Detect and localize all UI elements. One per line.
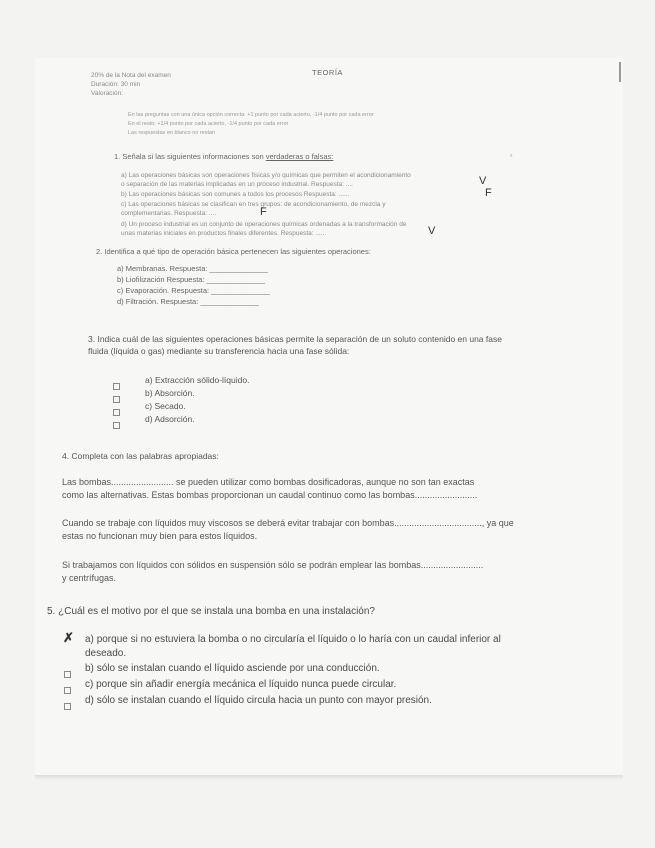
exam-duration: Duración: 30 min bbox=[91, 81, 141, 88]
stray-mark: x bbox=[510, 153, 513, 159]
q3-option: c) Secado. bbox=[145, 401, 186, 411]
answer-mark: F bbox=[485, 187, 492, 199]
q4-paragraph-2-cont: estas no funcionan muy bien para estos líquidos. bbox=[62, 531, 258, 541]
grading-rule: En las preguntas con una única opción correcta: +1 punto por cada acierto, -1/4 punto por cada error bbox=[128, 112, 374, 118]
answer-cross-mark: ✗ bbox=[63, 630, 74, 645]
q1-item-d: d) Un proceso industrial es un conjunto de operaciones químicas ordenadas a la transformación de bbox=[121, 221, 407, 228]
grading-rule: En el resto: +1/4 punto por cada acierto, -1/4 punto por cada error bbox=[128, 121, 289, 127]
q1-item-a-cont: o separación de las materias implicadas en un proceso industrial. Respuesta: .... bbox=[121, 181, 353, 188]
q2-item: b) Liofilización Respuesta: ______________ bbox=[117, 275, 266, 284]
q5-option-a-cont: deseado. bbox=[85, 648, 127, 659]
q1-item-c-cont: complementarias. Respuesta: .... bbox=[121, 210, 217, 217]
question-3-title-cont: fluida (líquida o gas) mediante su transferencia hacia una fase sólida: bbox=[88, 346, 350, 356]
q3-option: b) Absorción. bbox=[145, 388, 195, 398]
exam-weight: 20% de la Nota del examen bbox=[91, 72, 171, 79]
question-text: Señala si las siguientes informaciones son bbox=[122, 152, 264, 161]
question-3-title: 3. Indica cuál de las siguientes operaciones básicas permite la separación de un soluto contenido en una fase bbox=[88, 334, 502, 344]
q2-item: d) Filtración. Respuesta: ______________ bbox=[117, 297, 259, 306]
q4-paragraph-1-cont: como las alternativas. Estas bombas proporcionan un caudal continuo como las bombas......................... bbox=[62, 490, 478, 500]
q4-paragraph-3: Si trabajamos con líquidos con sólidos en suspensión sólo se podrán emplear las bombas......................... bbox=[62, 560, 484, 570]
q5-option-a: a) porque si no estuviera la bomba o no circularía el líquido o lo haría con un caudal inferior al bbox=[85, 634, 501, 645]
grading-rule: Las respuestas en blanco no restan bbox=[128, 130, 216, 136]
q2-item: a) Membranas. Respuesta: ______________ bbox=[117, 264, 268, 273]
question-2-title: 2. Identifica a qué tipo de operación básica pertenecen las siguientes operaciones: bbox=[96, 247, 371, 256]
answer-mark: V bbox=[479, 175, 487, 187]
question-number: 1. bbox=[114, 152, 121, 161]
q5-option: b) sólo se instalan cuando el líquido asciende por una conducción. bbox=[85, 663, 380, 674]
answer-mark: V bbox=[428, 225, 436, 237]
page-edge-mark bbox=[619, 62, 621, 82]
page-title: TEORÍA bbox=[312, 68, 343, 77]
q3-option: d) Adsorción. bbox=[145, 414, 195, 424]
option-checkbox[interactable] bbox=[64, 697, 71, 715]
question-5-title: 5. ¿Cuál es el motivo por el que se instala una bomba en una instalación? bbox=[47, 606, 375, 617]
q1-item-b: b) Las operaciones básicas son comunes a todos los procesos Respuesta: ...... bbox=[121, 191, 350, 198]
q4-paragraph-3-cont: y centrífugas. bbox=[62, 573, 117, 583]
question-text-underlined: verdaderas o falsas: bbox=[265, 152, 334, 161]
q4-paragraph-1: Las bombas......................... se pueden utilizar como bombas dosificadoras, aunque no son tan exactas bbox=[62, 477, 475, 487]
question-1-title bbox=[114, 152, 333, 161]
exam-grading-label: Valoración: bbox=[91, 90, 124, 97]
q2-item: c) Evaporación. Respuesta: ______________ bbox=[117, 286, 270, 295]
question-4-title: 4. Completa con las palabras apropiadas: bbox=[62, 451, 219, 461]
q1-item-c: c) Las operaciones básicas se clasifican en tres grupos: de acondicionamiento, de mezcla y bbox=[121, 201, 386, 208]
page-bottom-shadow bbox=[35, 775, 623, 781]
answer-mark: F bbox=[260, 206, 267, 218]
q1-item-d-cont: unas materias iniciales en productos finales diferentes. Respuesta: ...... bbox=[121, 230, 327, 237]
q1-item-a: a) Las operaciones básicas son operaciones físicas y/o químicas que permiten el acondicionamiento bbox=[121, 172, 411, 179]
q5-option: d) sólo se instalan cuando el líquido circula hacia un punto con mayor presión. bbox=[85, 695, 432, 706]
q5-option: c) porque sin añadir energía mecánica el líquido nunca puede circular. bbox=[85, 679, 397, 690]
q4-paragraph-2: Cuando se trabaje con líquidos muy viscosos se deberá evitar trabajar con bombas..................................., ya que bbox=[62, 518, 514, 528]
option-checkbox[interactable] bbox=[113, 416, 120, 434]
q3-option: a) Extracción sólido-líquido. bbox=[145, 375, 250, 385]
